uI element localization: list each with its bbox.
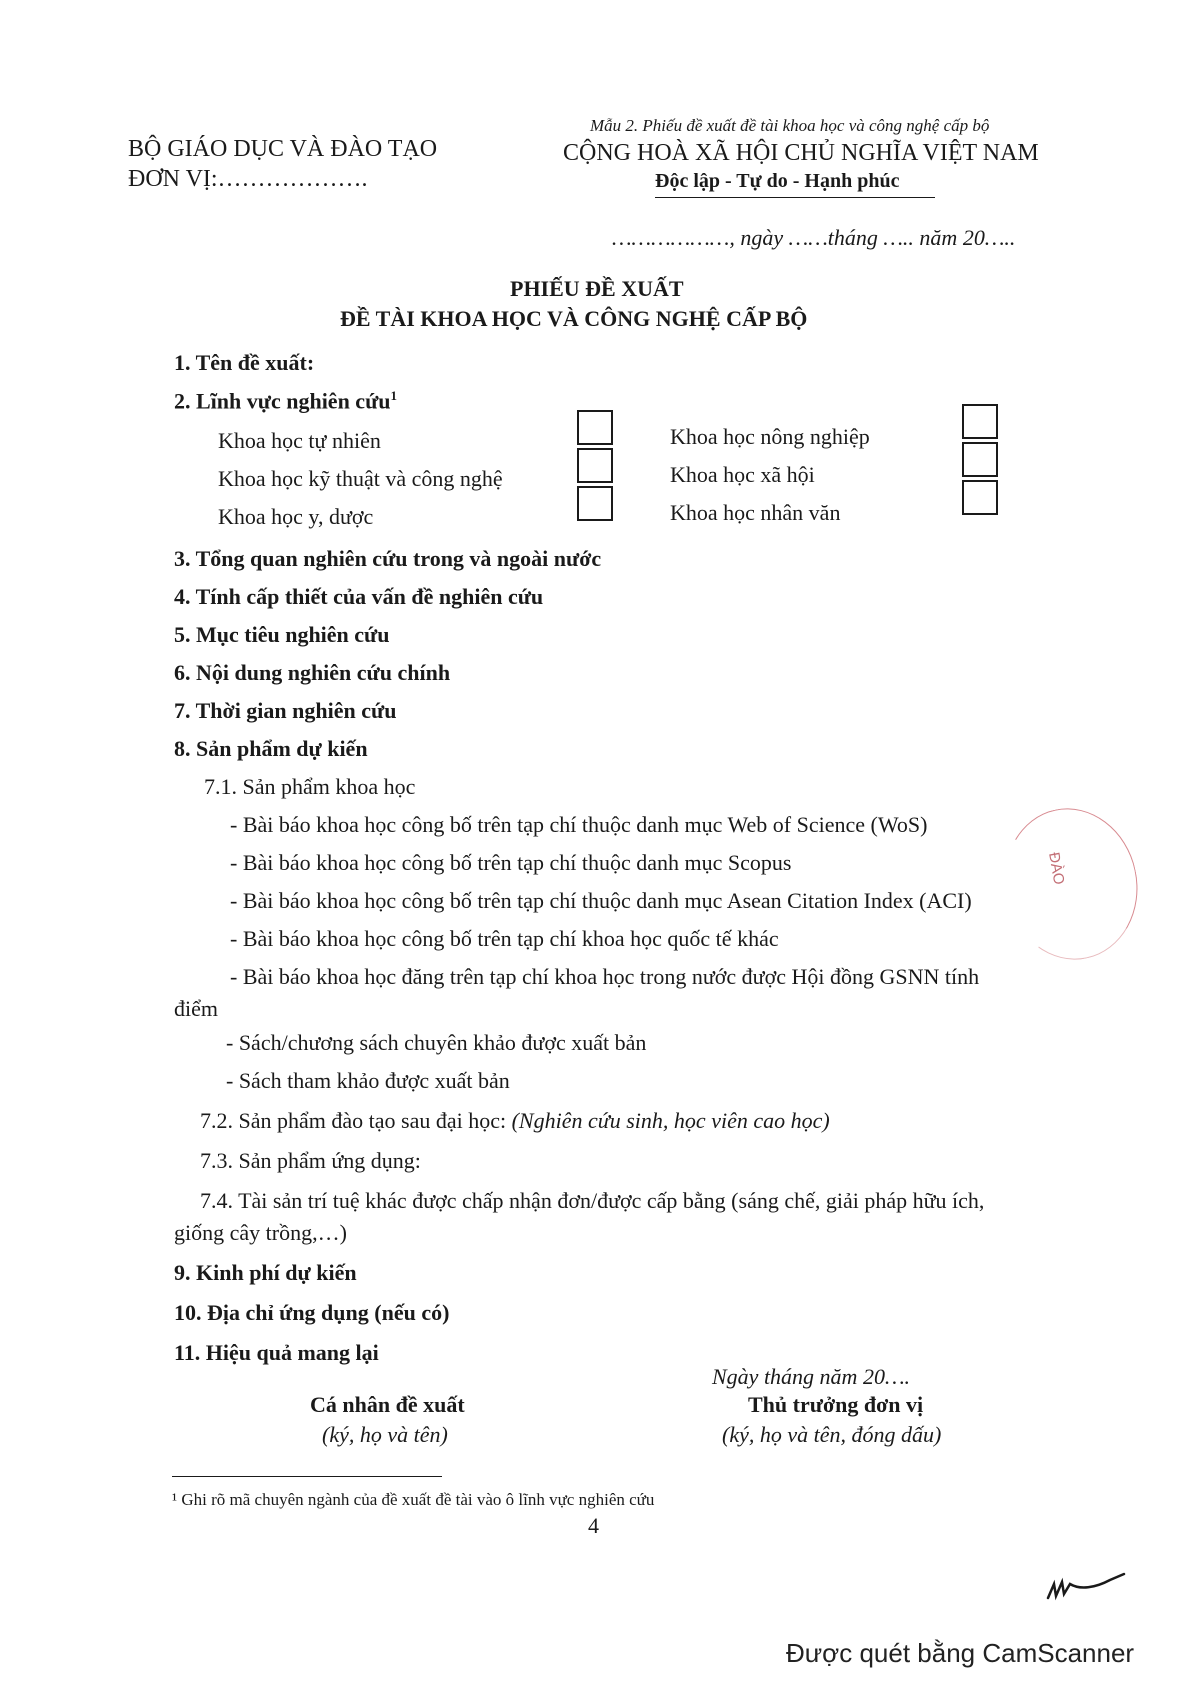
product-bullet-domestic-cont: điểm (174, 996, 218, 1021)
product-bullet-scopus: - Bài báo khoa học công bố trên tạp chí thuộc danh mục Scopus (230, 850, 792, 875)
scanner-watermark: Được quét bằng CamScanner (786, 1638, 1135, 1668)
checkbox-agriculture[interactable] (962, 404, 998, 439)
item-1: 1. Tên đề xuất: (174, 350, 315, 375)
field-engineering: Khoa học kỹ thuật và công nghệ (218, 466, 503, 491)
item-7: 7. Thời gian nghiên cứu (174, 698, 397, 723)
product-74-cont: giống cây trồng,…) (174, 1220, 347, 1245)
item-5: 5. Mục tiêu nghiên cứu (174, 622, 390, 647)
field-medical: Khoa học y, dược (218, 504, 374, 529)
item-9: 9. Kinh phí dự kiến (174, 1260, 357, 1285)
footnote-text: ¹ Ghi rõ mã chuyên ngành của đề xuất đề tài vào ô lĩnh vực nghiên cứu (172, 1490, 655, 1509)
signature-left-note: (ký, họ và tên) (322, 1422, 448, 1447)
field-humanities: Khoa học nhân văn (670, 500, 841, 525)
product-72: 7.2. Sản phẩm đào tạo sau đại học: (Nghiên cứu sinh, học viên cao học) (200, 1108, 830, 1133)
signature-left-title: Cá nhân đề xuất (310, 1392, 465, 1417)
initials-signature-icon (1040, 1560, 1130, 1610)
product-bullet-international: - Bài báo khoa học công bố trên tạp chí khoa học quốc tế khác (230, 926, 779, 951)
stamp-seal (991, 796, 1152, 972)
item-6: 6. Nội dung nghiên cứu chính (174, 660, 451, 685)
country-name: CỘNG HOÀ XÃ HỘI CHỦ NGHĨA VIỆT NAM (563, 140, 1039, 166)
field-natural-sciences: Khoa học tự nhiên (218, 428, 381, 453)
date-line: ………………, ngày ……tháng ….. năm 20….. (612, 225, 1016, 250)
form-title: PHIẾU ĐỀ XUẤT (510, 276, 684, 301)
product-bullet-monograph: - Sách/chương sách chuyên khảo được xuất bản (226, 1030, 647, 1055)
item-8: 8. Sản phẩm dự kiến (174, 736, 368, 761)
checkbox-humanities[interactable] (962, 480, 998, 515)
product-bullet-reference-book: - Sách tham khảo được xuất bản (226, 1068, 510, 1093)
footnote-marker: 1 (390, 388, 398, 403)
checkbox-natural-sciences[interactable] (577, 410, 613, 445)
product-bullet-domestic: - Bài báo khoa học đăng trên tạp chí khoa học trong nước được Hội đồng GSNN tính (230, 964, 980, 989)
item-10: 10. Địa chỉ ứng dụng (nếu có) (174, 1300, 450, 1325)
product-74: 7.4. Tài sản trí tuệ khác được chấp nhận đơn/được cấp bằng (sáng chế, giải pháp hữu ích, (200, 1188, 985, 1213)
motto-underline (655, 197, 935, 198)
motto: Độc lập - Tự do - Hạnh phúc (655, 170, 900, 192)
signature-right-note: (ký, họ và tên, đóng dấu) (722, 1422, 942, 1447)
footnote-divider (172, 1476, 442, 1477)
ministry-name: BỘ GIÁO DỤC VÀ ĐÀO TẠO (128, 136, 438, 162)
product-71: 7.1. Sản phẩm khoa học (204, 774, 416, 799)
stamp-text: ĐÀO (1045, 851, 1068, 886)
product-bullet-aci: - Bài báo khoa học công bố trên tạp chí thuộc danh mục Asean Citation Index (ACI) (230, 888, 972, 913)
product-73: 7.3. Sản phẩm ứng dụng: (200, 1148, 421, 1173)
item-4: 4. Tính cấp thiết của vấn đề nghiên cứu (174, 584, 544, 609)
form-subtitle: ĐỀ TÀI KHOA HỌC VÀ CÔNG NGHỆ CẤP BỘ (340, 306, 808, 331)
signature-right-title: Thủ trưởng đơn vị (748, 1392, 924, 1417)
checkbox-engineering[interactable] (577, 448, 613, 483)
form-note: Mẫu 2. Phiếu đề xuất đề tài khoa học và công nghệ cấp bộ (590, 116, 990, 135)
item-3: 3. Tổng quan nghiên cứu trong và ngoài nước (174, 546, 602, 571)
page-number: 4 (588, 1513, 599, 1538)
checkbox-social-sciences[interactable] (962, 442, 998, 477)
product-bullet-wos: - Bài báo khoa học công bố trên tạp chí thuộc danh mục Web of Science (WoS) (230, 812, 928, 837)
signature-date: Ngày tháng năm 20…. (712, 1364, 910, 1389)
unit-line: ĐƠN VỊ:………………. (128, 166, 368, 192)
field-agriculture: Khoa học nông nghiệp (670, 424, 870, 449)
field-social-sciences: Khoa học xã hội (670, 462, 815, 487)
item-11: 11. Hiệu quả mang lại (174, 1340, 379, 1365)
checkbox-medical[interactable] (577, 486, 613, 521)
item-2: 2. Lĩnh vực nghiên cứu$^1$ (174, 388, 398, 414)
